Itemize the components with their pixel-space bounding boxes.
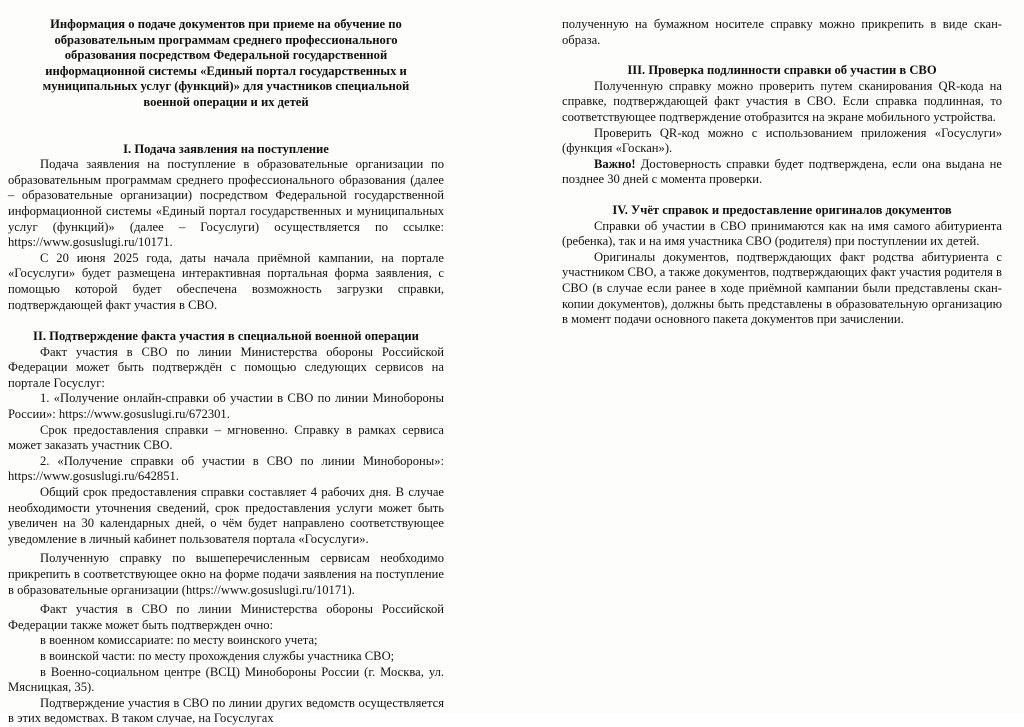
section4-paragraph: Оригиналы документов, подтверждающих факт родства абитуриента с участником СВО, а также документов, подтверждающих факт участия родителя в СВО (в случае если ранее в ходе приёмной кампании были представлены скан-копии документов), должны быть представлены в образовательную организацию в момент подачи основного пакета документов при зачислении. [562, 249, 1002, 327]
section1-paragraph: Подача заявления на поступление в образовательные организации по образовательным программам среднего профессионального образования (далее – образовательные организации) посредством Федеральной государственной информационной системы «Единый портал государственных и муниципальных услуг (функций)» (далее – Госуслуги) осуществляется по ссылке: https://www.gosuslugi.ru/10171. [8, 157, 444, 250]
continued-paragraph: полученную на бумажном носителе справку можно прикрепить в виде скан-образа. [562, 17, 1002, 47]
section3-paragraph [562, 157, 1002, 188]
section3-paragraph: Полученную справку можно проверить путем сканирования QR-кода на справке, подтверждающей факт участия в СВО. Если справка подлинная, то соответствующее подтверждение отобразится на экране мобильного устройства. [562, 78, 1002, 124]
spacer [562, 48, 1002, 63]
section3-paragraph: Проверить QR-код можно с использованием приложения «Госуслуги» (функция «Госкан»). [562, 125, 1002, 156]
spacer [8, 111, 444, 142]
right-page [562, 0, 1002, 328]
list-item: в Военно-социальном центре (ВСЦ) Минобороны России (г. Москва, ул. Мясницкая, 35). [8, 664, 444, 695]
section4-paragraph: Справки об участии в СВО принимаются как на имя самого абитуриента (ребенка), так и на имя участника СВО (родителя) при поступлении их детей. [562, 218, 1002, 249]
section1-heading: I. Подача заявления на поступление [123, 141, 329, 156]
section1-paragraph: С 20 июня 2025 года, даты начала приёмной кампании, на портале «Госуслуги» будет размещена интерактивная портальная форма заявления, с помощью которой будет обеспечена возможность загрузки справки, подтверждающей факт участия в СВО. [8, 250, 444, 312]
document-title: Информация о подаче документов при приеме на обучение по образовательным программам среднего профессионального образования посредством Федеральной государственной информационной системы «Единый портал государственных и муниципальных услуг (функций)» для участников специальной военной операции и их детей [42, 17, 410, 109]
spacer [562, 188, 1002, 203]
important-text: Достоверность справки будет подтверждена, если она выдана не позднее 30 дней с момента проверки. [562, 156, 1002, 187]
list-item: в военном комиссариате: по месту воинского учета; [40, 633, 318, 648]
section3-heading: III. Проверка подлинности справки об участии в СВО [627, 63, 937, 78]
list-item: в воинской части: по месту прохождения службы участника СВО; [40, 648, 395, 663]
section2-paragraph: Факт участия в СВО по линии Министерства обороны Российской Федерации также может быть подтвержден очно: [8, 602, 444, 632]
important-label: Важно! [594, 156, 636, 171]
section2-paragraph: Факт участия в СВО по линии Министерства обороны Российской Федерации может быть подтверждён с помощью следующих сервисов на портале Госуслуг: [8, 344, 444, 390]
section2-paragraph: Подтверждение участия в СВО по линии других ведомств осуществляется в этих ведомствах. В таком случае, на Госуслугах [8, 695, 444, 726]
section2-paragraph: Общий срок предоставления справки составляет 4 рабочих дня. В случае необходимости уточнения сведений, срок предоставления услуги может быть увеличен на 30 календарных дней, о чём будет направлено соответствующее уведомление в личный кабинет пользователя портала «Госуслуги». [8, 485, 444, 546]
section2-paragraph: 1. «Получение онлайн-справки об участии в СВО по линии Минобороны России»: https://www.gosuslugi.ru/672301. [8, 391, 444, 422]
section4-heading: IV. Учёт справок и предоставление оригиналов документов [612, 202, 952, 217]
spacer [8, 313, 444, 329]
section2-paragraph: Срок предоставления справки – мгновенно. Справку в рамках сервиса может заказать участник СВО. [8, 422, 444, 453]
left-page [8, 0, 444, 727]
section2-paragraph: Полученную справку по вышеперечисленным сервисам необходимо прикрепить в соответствующее окно на форме подачи заявления на поступление в образовательные организации (https://www.gosuslugi.ru/10171). [8, 551, 444, 597]
section2-heading: II. Подтверждение факта участия в специальной военной операции [33, 329, 419, 344]
section2-paragraph: 2. «Получение справки об участии в СВО по линии Минобороны»: https://www.gosuslugi.ru/642851. [8, 453, 444, 484]
